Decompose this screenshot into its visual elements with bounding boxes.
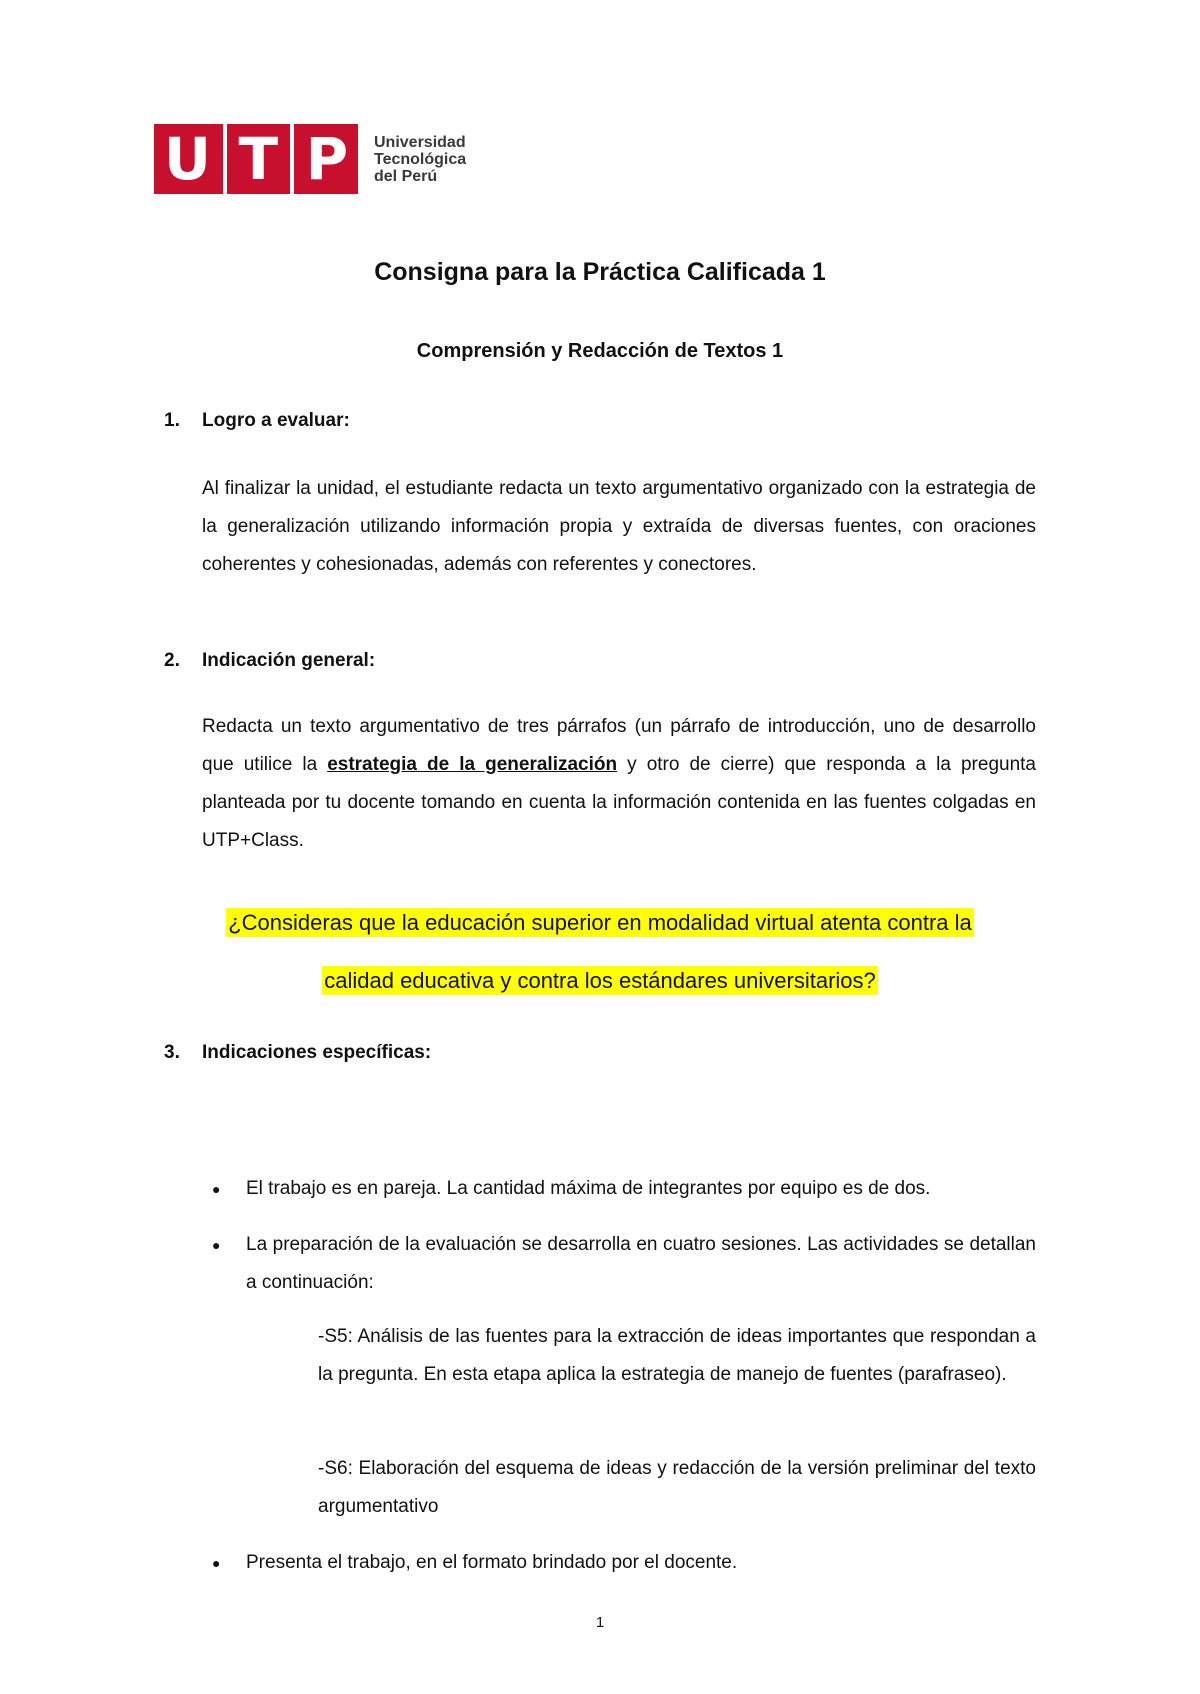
highlighted-question: calidad educativa y contra los estándares universitarios? bbox=[324, 968, 876, 993]
bullet-text: Presenta el trabajo, en el formato brindado por el docente. bbox=[246, 1552, 738, 1573]
utp-logo-mark bbox=[154, 124, 358, 194]
logo-line-2: Tecnológica bbox=[374, 150, 467, 168]
section-heading-indicaciones-especificas bbox=[164, 1042, 431, 1064]
bullet-item bbox=[212, 1226, 1036, 1302]
section-number: 2. bbox=[164, 650, 180, 671]
question-line-1 bbox=[0, 910, 1200, 936]
logo-letter-u: U bbox=[163, 125, 211, 193]
page-number: 1 bbox=[595, 1614, 605, 1631]
session-item-s6: -S6: Elaboración del esquema de ideas y redacción de la versión preliminar del texto argumentativo bbox=[318, 1458, 1036, 1517]
bullet-item bbox=[212, 1544, 1036, 1582]
utp-logo bbox=[154, 124, 466, 194]
question-line-2 bbox=[0, 968, 1200, 994]
emphasized-strategy: estrategia de la generalización bbox=[327, 754, 618, 775]
logo-wordmark bbox=[374, 134, 466, 185]
section-paragraph-logro: Al finalizar la unidad, el estudiante redacta un texto argumentativo organizado con la estrategia de la generalización utilizando información propia y extraída de diversas fuentes, con oraciones coherentes y cohesionadas, además con referentes y conectores. bbox=[202, 478, 1036, 575]
document-title: Consigna para la Práctica Calificada 1 bbox=[374, 258, 826, 286]
logo-separator bbox=[290, 124, 294, 194]
bullet-icon: ● bbox=[212, 1555, 221, 1571]
section-number: 3. bbox=[164, 1042, 180, 1063]
bullet-item bbox=[212, 1170, 1036, 1208]
logo-separator bbox=[223, 124, 227, 194]
session-item-s5: -S5: Análisis de las fuentes para la extracción de ideas importantes que respondan a la pregunta. En esta etapa aplica la estrategia de manejo de fuentes (parafraseo). bbox=[318, 1326, 1036, 1385]
paragraph-text: y otro de cierre) que responda a la pregunta planteada por tu docente tomando en cuenta la información contenida en las fuentes colgadas en UTP+Class. bbox=[202, 754, 1036, 851]
bullet-icon: ● bbox=[212, 1237, 221, 1253]
paragraph-text: Redacta un texto argumentativo de tres párrafos (un párrafo de introducción, uno de desarrollo que utilice la bbox=[202, 716, 1036, 775]
logo-letter-t: T bbox=[238, 125, 279, 193]
logo-line-1: Universidad bbox=[374, 133, 466, 151]
section-heading-indicacion-general bbox=[164, 650, 375, 672]
section-heading-text: Logro a evaluar: bbox=[202, 410, 350, 431]
highlighted-question: ¿Consideras que la educación superior en modalidad virtual atenta contra la bbox=[228, 910, 972, 935]
bullet-text: La preparación de la evaluación se desarrolla en cuatro sesiones. Las actividades se detallan a continuación: bbox=[246, 1234, 1036, 1293]
document-subtitle: Comprensión y Redacción de Textos 1 bbox=[416, 340, 784, 362]
section-heading-text: Indicación general: bbox=[202, 650, 376, 671]
section-heading-text: Indicaciones específicas: bbox=[202, 1042, 432, 1063]
section-number: 1. bbox=[164, 410, 180, 431]
section-heading-logro bbox=[164, 410, 350, 432]
section-paragraph-indicacion bbox=[202, 708, 1036, 860]
bullet-text: El trabajo es en pareja. La cantidad máxima de integrantes por equipo es de dos. bbox=[246, 1178, 931, 1199]
bullet-icon: ● bbox=[212, 1181, 221, 1197]
logo-letter-p: P bbox=[305, 125, 349, 193]
logo-line-3: del Perú bbox=[374, 167, 438, 185]
